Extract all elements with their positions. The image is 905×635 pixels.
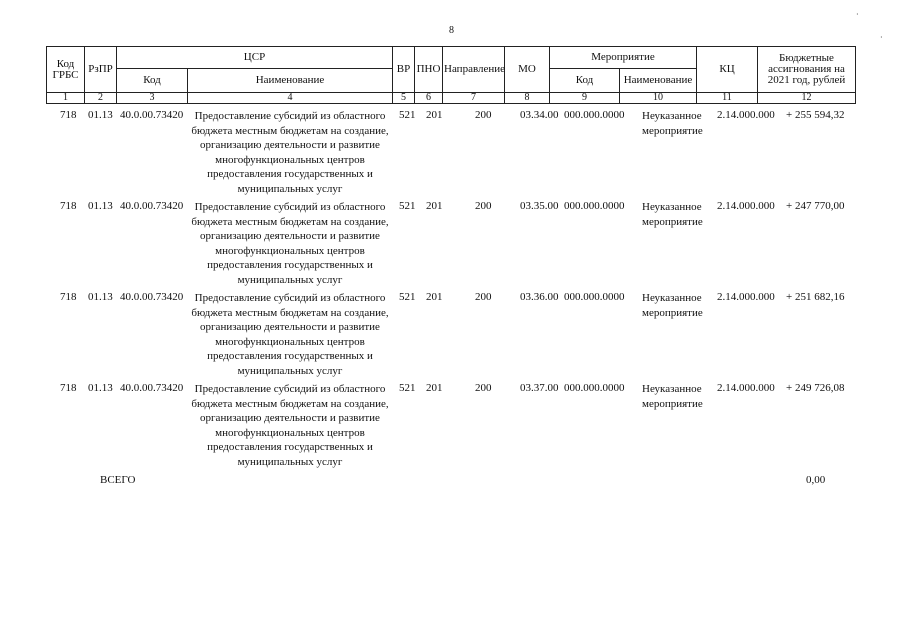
col-number: 6 [415, 93, 443, 104]
header-direction: Направление [443, 47, 505, 93]
col-number: 7 [443, 93, 505, 104]
cell-grbs: 718 [60, 200, 77, 212]
cell-event-code: 000.000.0000 [564, 200, 625, 212]
cell-direction: 200 [475, 109, 492, 121]
header-kc: КЦ [697, 47, 758, 93]
cell-event-code: 000.000.0000 [564, 291, 625, 303]
cell-amount: + 247 770,00 [786, 200, 845, 212]
col-number: 9 [550, 93, 620, 104]
cell-direction: 200 [475, 200, 492, 212]
header-rzpr: РзПР [85, 47, 117, 93]
cell-vr: 521 [399, 291, 416, 303]
total-label: ВСЕГО [100, 474, 136, 486]
cell-event-name: Неуказанное мероприятие [642, 292, 703, 319]
header-kod-grbs: Код ГРБС [47, 47, 85, 93]
cell-pno: 201 [426, 291, 443, 303]
page-number: 8 [449, 25, 454, 36]
cell-mo: 03.34.00 [520, 109, 559, 121]
cell-pno: 201 [426, 200, 443, 212]
cell-grbs: 718 [60, 382, 77, 394]
col-number: 2 [85, 93, 117, 104]
cell-kc: 2.14.000.000 [717, 382, 775, 394]
cell-vr: 521 [399, 109, 416, 121]
header-csr-name: Наименование [188, 69, 393, 93]
cell-event-code: 000.000.0000 [564, 382, 625, 394]
cell-mo: 03.35.00 [520, 200, 559, 212]
cell-csr: 40.0.00.73420 [120, 382, 184, 394]
header-event-kod: Код [550, 69, 620, 93]
cell-event-name: Неуказанное мероприятие [642, 201, 703, 228]
header-budget: Бюджетные ассигнования на 2021 год, рублей [758, 47, 856, 93]
cell-event-name: Неуказанное мероприятие [642, 383, 703, 410]
cell-pno: 201 [426, 382, 443, 394]
header-vr: ВР [393, 47, 415, 93]
cell-grbs: 718 [60, 109, 77, 121]
cell-vr: 521 [399, 200, 416, 212]
cell-csr: 40.0.00.73420 [120, 291, 184, 303]
col-number: 1 [47, 93, 85, 104]
total-value: 0,00 [806, 474, 826, 486]
cell-rzpr: 01.13 [88, 291, 113, 303]
cell-vr: 521 [399, 382, 416, 394]
header-csr: ЦСР [117, 47, 393, 69]
cell-name: Предоставление субсидий из областного бюджета местным бюджетам на создание, организацию деятельности и развитие многофункциональных центров предоставления государственных и муниципальных услуг [191, 201, 389, 286]
col-number: 11 [697, 93, 758, 104]
col-number: 4 [188, 93, 393, 104]
cell-csr: 40.0.00.73420 [120, 200, 184, 212]
cell-mo: 03.36.00 [520, 291, 559, 303]
header-csr-kod: Код [117, 69, 188, 93]
scan-speck: · [880, 33, 883, 42]
header-pno: ПНО [415, 47, 443, 93]
cell-direction: 200 [475, 291, 492, 303]
cell-name: Предоставление субсидий из областного бюджета местным бюджетам на создание, организацию деятельности и развитие многофункциональных центров предоставления государственных и муниципальных услуг [191, 383, 389, 468]
cell-mo: 03.37.00 [520, 382, 559, 394]
cell-rzpr: 01.13 [88, 200, 113, 212]
cell-csr: 40.0.00.73420 [120, 109, 184, 121]
col-number: 10 [620, 93, 697, 104]
cell-event-code: 000.000.0000 [564, 109, 625, 121]
cell-kc: 2.14.000.000 [717, 291, 775, 303]
cell-amount: + 255 594,32 [786, 109, 845, 121]
col-number: 8 [505, 93, 550, 104]
col-number: 3 [117, 93, 188, 104]
col-number: 12 [758, 93, 856, 104]
cell-kc: 2.14.000.000 [717, 200, 775, 212]
header-table [46, 46, 856, 104]
cell-name: Предоставление субсидий из областного бюджета местным бюджетам на создание, организацию деятельности и развитие многофункциональных центров предоставления государственных и муниципальных услуг [191, 292, 389, 377]
header-mo: МО [505, 47, 550, 93]
scan-speck: · [856, 10, 859, 19]
cell-direction: 200 [475, 382, 492, 394]
header-event: Мероприятие [550, 47, 697, 69]
cell-kc: 2.14.000.000 [717, 109, 775, 121]
header-event-name: Наименование [620, 69, 697, 93]
cell-amount: + 251 682,16 [786, 291, 845, 303]
cell-rzpr: 01.13 [88, 109, 113, 121]
cell-event-name: Неуказанное мероприятие [642, 110, 703, 137]
cell-pno: 201 [426, 109, 443, 121]
cell-amount: + 249 726,08 [786, 382, 845, 394]
col-number: 5 [393, 93, 415, 104]
cell-rzpr: 01.13 [88, 382, 113, 394]
cell-name: Предоставление субсидий из областного бюджета местным бюджетам на создание, организацию деятельности и развитие многофункциональных центров предоставления государственных и муниципальных услуг [191, 110, 389, 195]
cell-grbs: 718 [60, 291, 77, 303]
